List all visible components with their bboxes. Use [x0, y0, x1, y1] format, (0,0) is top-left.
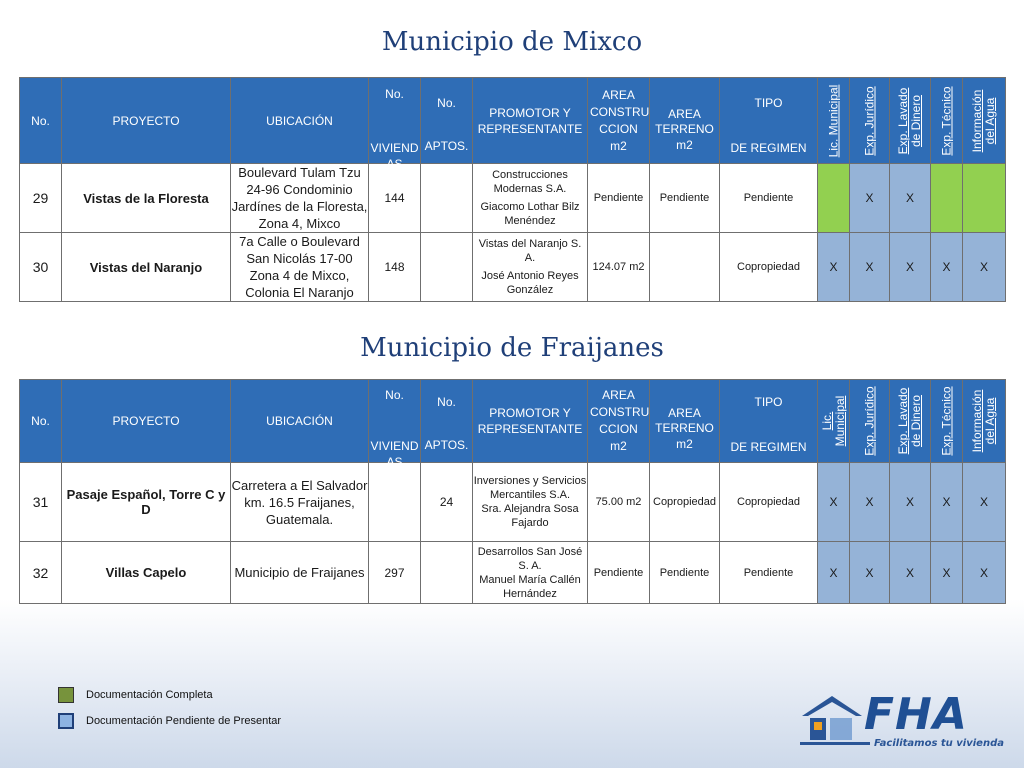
header-area-construccion: AREA CONSTRU CCION m2 — [588, 78, 650, 164]
header-exp-juridico — [850, 78, 890, 164]
cell-lic-municipal: X — [818, 233, 850, 302]
cell-proyecto: Vistas de la Floresta — [62, 164, 231, 233]
header-area-terreno-top: AREA — [668, 405, 701, 420]
header-exp-juridico-label: Exp. Jurídico — [862, 85, 876, 156]
title-mixco: Municipio de Mixco — [381, 27, 643, 57]
header-aptos — [421, 380, 473, 463]
cell-exp-juridico: X — [850, 463, 890, 542]
cell-informacion-agua — [963, 164, 1006, 233]
cell-viviendas — [369, 463, 421, 542]
cell-tipo: Copropiedad — [720, 233, 818, 302]
header-aptos-bottom: APTOS. — [424, 438, 469, 452]
header-lic-municipal-label: Lic. Municipal — [826, 84, 840, 157]
header-viviendas-bottom: VIVIEND AS — [370, 438, 419, 469]
header-viviendas — [369, 78, 421, 171]
cell-ubicacion: 7a Calle o Boulevard San Nicolás 17-00 Zona 4 de Mixco, Colonia El Naranjo — [231, 233, 369, 302]
table-row — [20, 463, 1006, 542]
header-ubicacion: UBICACIÓN — [231, 380, 369, 463]
cell-no: 29 — [20, 164, 62, 233]
header-aptos-bottom: APTOS. — [424, 139, 469, 153]
promotor-company: Inversiones y Servicios Mercantiles S.A. — [473, 475, 587, 501]
promotor-representative: Sra. Alejandra Sosa Fajardo — [481, 503, 579, 529]
header-tipo-top: TIPO — [754, 395, 783, 409]
promotor-company: Desarrollos San José S. A. — [477, 545, 583, 572]
header-ubicacion: UBICACIÓN — [231, 78, 369, 164]
cell-exp-juridico: X — [850, 164, 890, 233]
header-viviendas — [369, 380, 421, 469]
header-no: No. — [20, 78, 62, 164]
fha-logo — [800, 690, 1006, 752]
header-informacion-agua — [963, 380, 1006, 463]
table-row — [20, 542, 1006, 604]
header-lic-municipal — [818, 380, 850, 463]
cell-viviendas: 144 — [369, 164, 421, 233]
header-exp-tecnico-label: Exp. Técnico — [939, 386, 953, 456]
logo-text: FHA — [864, 689, 968, 740]
cell-tipo: Pendiente — [720, 164, 818, 233]
cell-area-construccion: Pendiente — [588, 542, 650, 604]
cell-tipo: Copropiedad — [720, 463, 818, 542]
cell-no: 31 — [20, 463, 62, 542]
legend-pending — [58, 713, 281, 729]
header-exp-juridico-label: Exp. Jurídico — [862, 386, 876, 456]
cell-lic-municipal: X — [818, 463, 850, 542]
legend-swatch-complete — [58, 687, 74, 703]
header-area-terreno — [650, 78, 720, 164]
cell-lic-municipal: X — [818, 542, 850, 604]
header-aptos — [421, 78, 473, 164]
cell-exp-tecnico: X — [931, 463, 963, 542]
header-exp-tecnico-label: Exp. Técnico — [939, 85, 953, 156]
header-exp-lavado-label: Exp. Lavado de Dinero — [896, 87, 923, 154]
cell-ubicacion: Municipio de Fraijanes — [231, 542, 369, 604]
cell-proyecto: Pasaje Español, Torre C y D — [62, 463, 231, 542]
cell-promotor — [473, 463, 588, 542]
header-viviendas-bottom: VIVIEND AS — [370, 141, 419, 171]
header-informacion-agua — [963, 78, 1006, 164]
cell-area-construccion: 75.00 m2 — [588, 463, 650, 542]
promotor-representative: Giacomo Lothar Bilz Menéndez — [480, 201, 580, 227]
header-promotor: PROMOTOR Y REPRESENTANTE — [473, 78, 588, 164]
cell-area-terreno: Copropiedad — [650, 463, 720, 542]
cell-ubicacion: Carretera a El Salvador km. 16.5 Fraijanes, Guatemala. — [231, 463, 369, 542]
header-exp-tecnico — [931, 78, 963, 164]
cell-promotor — [473, 164, 588, 233]
cell-aptos — [421, 233, 473, 302]
cell-area-terreno: Pendiente — [650, 164, 720, 233]
legend-swatch-pending — [58, 713, 74, 729]
header-tipo — [720, 380, 818, 463]
cell-promotor — [473, 233, 588, 302]
cell-exp-tecnico: X — [931, 233, 963, 302]
cell-tipo: Pendiente — [720, 542, 818, 604]
title-fraijanes: Municipio de Fraijanes — [360, 333, 664, 363]
header-exp-lavado — [890, 380, 931, 463]
promotor-company: Vistas del Naranjo S. A. — [478, 238, 582, 264]
legend-label-complete: Documentación Completa — [86, 689, 213, 701]
cell-aptos — [421, 542, 473, 604]
cell-exp-lavado: X — [890, 164, 931, 233]
cell-viviendas: 148 — [369, 233, 421, 302]
cell-exp-lavado: X — [890, 542, 931, 604]
header-lic-municipal — [818, 78, 850, 164]
cell-exp-lavado: X — [890, 233, 931, 302]
header-tipo-bottom: DE REGIMEN — [730, 141, 807, 155]
header-proyecto: PROYECTO — [62, 78, 231, 164]
legend-label-pending: Documentación Pendiente de Presentar — [86, 715, 282, 727]
table-mixco — [19, 77, 1006, 302]
header-exp-juridico — [850, 380, 890, 463]
header-informacion-agua-label: Información del Agua — [970, 389, 997, 453]
cell-promotor — [473, 542, 588, 604]
cell-informacion-agua: X — [963, 463, 1006, 542]
cell-exp-lavado: X — [890, 463, 931, 542]
cell-informacion-agua: X — [963, 542, 1006, 604]
cell-exp-tecnico — [931, 164, 963, 233]
header-exp-tecnico — [931, 380, 963, 463]
header-area-terreno-top: AREA — [668, 106, 701, 121]
cell-area-construccion: 124.07 m2 — [588, 233, 650, 302]
cell-exp-juridico: X — [850, 233, 890, 302]
cell-proyecto: Vistas del Naranjo — [62, 233, 231, 302]
cell-aptos — [421, 164, 473, 233]
logo-tagline: Facilitamos tu vivienda — [874, 738, 1004, 749]
table-row — [20, 233, 1006, 302]
promotor-representative: José Antonio Reyes González — [481, 270, 579, 296]
header-tipo — [720, 78, 818, 164]
cell-ubicacion: Boulevard Tulam Tzu 24-96 Condominio Jardínes de la Floresta, Zona 4, Mixco — [231, 165, 368, 231]
cell-area-terreno — [650, 233, 720, 302]
header-tipo-bottom: DE REGIMEN — [730, 440, 807, 454]
header-no: No. — [20, 380, 62, 463]
cell-viviendas: 297 — [369, 542, 421, 604]
header-area-construccion: AREA CONSTRU CCION m2 — [588, 380, 650, 463]
header-area-terreno-bottom: TERRENO m2 — [655, 121, 714, 152]
header-viviendas-top: No. — [385, 87, 404, 101]
header-lic-municipal-label: Lic. Municipal — [819, 395, 847, 447]
header-tipo-top: TIPO — [754, 96, 783, 110]
header-row — [20, 78, 1006, 164]
legend-complete — [58, 687, 213, 703]
cell-area-construccion: Pendiente — [588, 164, 650, 233]
header-aptos-top: No. — [437, 96, 456, 110]
cell-no: 30 — [20, 233, 62, 302]
promotor-representative: Manuel María Callén Hernández — [479, 573, 581, 600]
table-fraijanes — [19, 379, 1006, 604]
table-row — [20, 164, 1006, 233]
cell-informacion-agua: X — [963, 233, 1006, 302]
cell-proyecto: Villas Capelo — [62, 542, 231, 604]
header-area-terreno-bottom: TERRENO m2 — [655, 420, 714, 451]
header-informacion-agua-label: Información del Agua — [970, 89, 997, 152]
cell-lic-municipal — [818, 164, 850, 233]
header-row — [20, 380, 1006, 463]
promotor-company: Construcciones Modernas S.A. — [492, 169, 568, 195]
cell-exp-tecnico: X — [931, 542, 963, 604]
cell-aptos: 24 — [421, 463, 473, 542]
cell-area-terreno: Pendiente — [650, 542, 720, 604]
cell-no: 32 — [20, 542, 62, 604]
header-exp-lavado — [890, 78, 931, 164]
header-exp-lavado-label: Exp. Lavado de Dinero — [896, 387, 923, 455]
cell-exp-juridico: X — [850, 542, 890, 604]
header-promotor: PROMOTOR Y REPRESENTANTE — [473, 380, 588, 463]
header-proyecto: PROYECTO — [62, 380, 231, 463]
header-viviendas-top: No. — [385, 387, 404, 402]
header-aptos-top: No. — [437, 395, 456, 409]
header-area-terreno — [650, 380, 720, 463]
